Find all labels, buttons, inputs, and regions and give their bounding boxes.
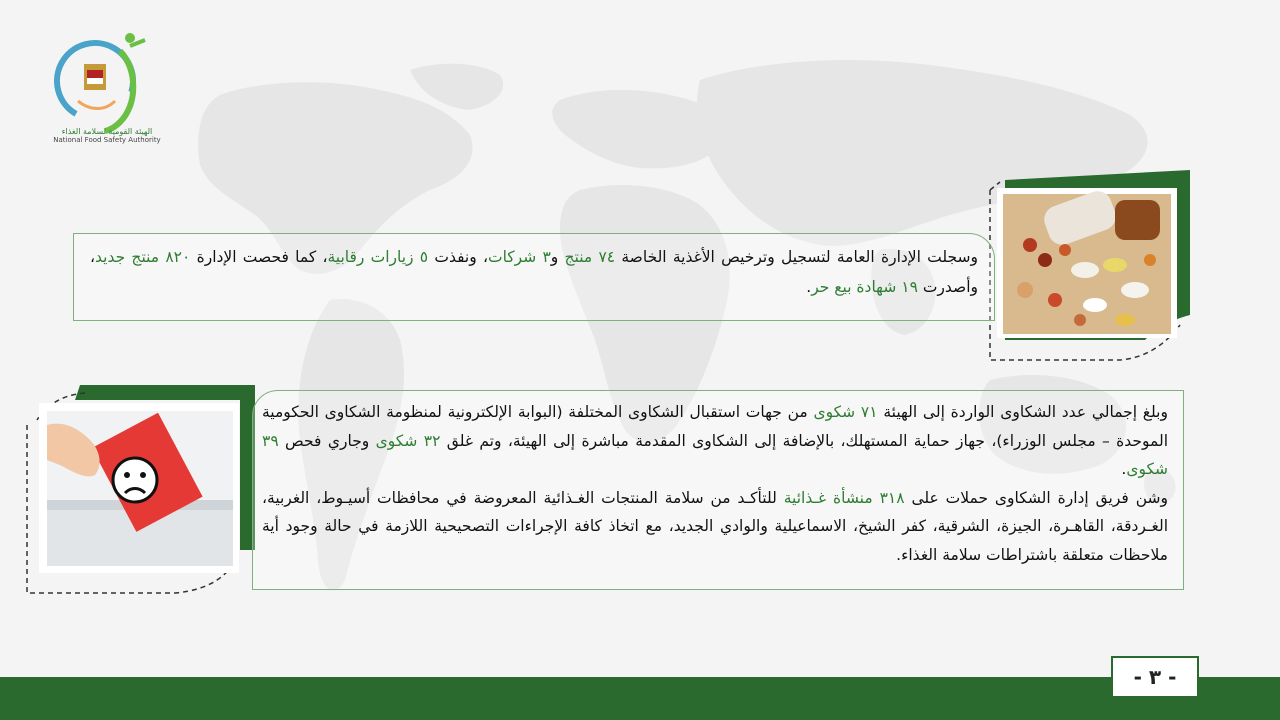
highlighted-figure: ٣٢ شكوى <box>375 431 441 450</box>
text-segment: وبلغ إجمالي عدد الشكاوى الواردة إلى الهيئة <box>877 403 1168 421</box>
highlighted-figure: ٨٢٠ منتج جديد <box>95 248 191 266</box>
highlighted-figure: ١٩ شهادة بيع حر <box>811 278 918 296</box>
complaints-info-text <box>262 398 1168 570</box>
highlighted-figure: ٣١٨ منشأة غـذائية <box>783 488 905 507</box>
campaigns-paragraph <box>262 484 1168 570</box>
complaints-paragraph <box>262 398 1168 484</box>
highlighted-figure: ٣٩ شكوى <box>262 431 1168 479</box>
logo-org-arabic: الهيئة القومية لسلامة الغذاء <box>61 127 153 136</box>
text-segment: وشن فريق إدارة الشكاوى حملات على <box>904 488 1168 507</box>
text-segment: ، وأصدرت <box>90 248 978 296</box>
text-segment: . <box>806 278 812 296</box>
text-segment: و <box>550 248 565 266</box>
text-segment: . <box>1121 460 1127 479</box>
text-segment: ، كما فحصت الإدارة <box>190 248 328 266</box>
highlighted-figure: ٣ شركات <box>487 248 551 266</box>
page-number-text: - ٣ - <box>1133 665 1177 689</box>
highlighted-figure: ٧٤ منتج <box>564 248 616 266</box>
text-segment: ، ونفذت <box>428 248 488 266</box>
pills-image <box>1003 187 1171 334</box>
footer-bar <box>0 677 1280 720</box>
registration-info-text <box>90 242 978 302</box>
text-segment: للتأكـد من سلامة المنتجات الغـذائية المعروضة في محافظات أسيـوط، الغربية، الغـردقة، القاهـرة، الجيزة، الشرقية، كفر الشيخ، الاسماعيلية والوادي الجديد، مع اتخاذ كافة الإجراءات التصحيحية اللازمة في حالة وجود أية ملاحظات متعلقة باشتراطات سلامة الغذاء. <box>262 488 1168 564</box>
logo-org-english: National Food Safety Authority <box>53 136 161 144</box>
ballot-image <box>47 411 233 566</box>
pills-photo-frame <box>985 170 1190 365</box>
text-segment: من جهات استقبال الشكاوى المختلفة (البوابة الإلكترونية لمنظومة الشكاوى الحكومية الموحدة – مجلس الوزراء)، جهاز حماية المستهلك، بالإضافة إلى الشكاوى المقدمة مباشرة إلى الهيئة، وتم غلق <box>262 403 1169 450</box>
text-segment: وجاري فحص <box>278 431 376 450</box>
text-segment: وسجلت الإدارة العامة لتسجيل وترخيص الأغذية الخاصة <box>615 248 978 266</box>
complaint-photo-frame <box>25 385 255 595</box>
page-number <box>1111 656 1199 698</box>
highlighted-figure: ٥ زيارات رقابية <box>327 248 429 266</box>
highlighted-figure: ٧١ شكوى <box>813 403 878 421</box>
